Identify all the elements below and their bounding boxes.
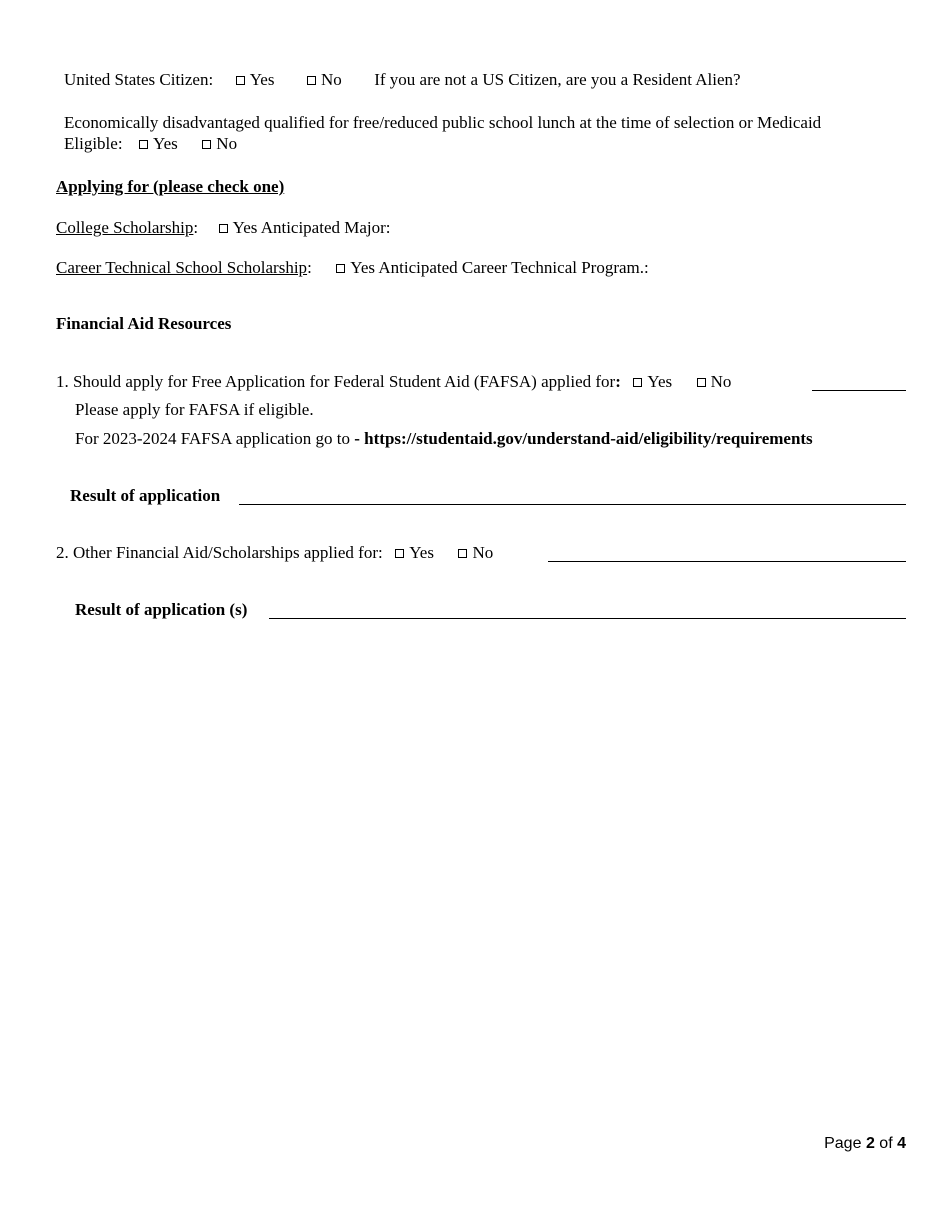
other-aid-row — [56, 543, 493, 563]
econ-no-label: No — [216, 134, 238, 153]
fafsa-note-1: Please apply for FAFSA if eligible. — [75, 400, 314, 419]
econ-line-1: Economically disadvantaged qualified for free/reduced public school lunch at the time of selection or Medicaid — [64, 113, 822, 132]
resident-alien-question: If you are not a US Citizen, are you a Resident Alien? — [374, 70, 741, 89]
page-word: Page — [824, 1135, 862, 1152]
of-word: of — [879, 1135, 893, 1152]
other-aid-line[interactable] — [548, 561, 906, 562]
page-total: 4 — [897, 1135, 906, 1152]
career-option-text: Yes Anticipated Career Technical Program.: — [350, 258, 649, 277]
fafsa-note-2 — [75, 429, 813, 449]
econ-yes-label: Yes — [153, 134, 178, 153]
college-option-text: Yes Anticipated Major: — [232, 218, 391, 237]
page-number — [824, 1135, 906, 1153]
fafsa-yes-label: Yes — [647, 372, 673, 391]
result-1-line[interactable] — [239, 504, 906, 505]
citizen-yes-label: Yes — [249, 70, 275, 89]
citizen-yes-checkbox[interactable] — [236, 76, 245, 85]
other-aid-text: 2. Other Financial Aid/Scholarships applied for: — [56, 543, 383, 562]
career-scholarship-row — [56, 258, 649, 278]
college-scholarship-row — [56, 218, 391, 238]
fafsa-note-prefix: For 2023-2024 FAFSA application go to — [75, 429, 355, 448]
fafsa-no-label: No — [710, 372, 732, 391]
econ-eligible-label: Eligible: — [64, 134, 123, 153]
page-current: 2 — [865, 1135, 875, 1152]
other-aid-no-checkbox[interactable] — [458, 549, 467, 558]
college-colon: : — [193, 218, 199, 237]
fafsa-colon: : — [615, 372, 621, 391]
econ-yes-checkbox[interactable] — [139, 140, 148, 149]
other-aid-yes-checkbox[interactable] — [395, 549, 404, 558]
financial-heading: Financial Aid Resources — [56, 314, 232, 333]
other-aid-yes-label: Yes — [409, 543, 434, 562]
career-scholarship-label: Career Technical School Scholarship — [56, 258, 308, 277]
fafsa-question-row — [56, 372, 731, 392]
result-2-line[interactable] — [269, 618, 906, 619]
fafsa-link[interactable]: - https://studentaid.gov/understand-aid/eligibility/requirements — [354, 429, 813, 448]
econ-no-checkbox[interactable] — [202, 140, 211, 149]
applying-heading: Applying for (please check one) — [56, 177, 285, 196]
career-yes-checkbox[interactable] — [336, 264, 345, 273]
fafsa-yes-checkbox[interactable] — [633, 378, 642, 387]
econ-line-2 — [64, 134, 237, 154]
result-1-label: Result of application — [70, 486, 221, 505]
citizen-no-checkbox[interactable] — [307, 76, 316, 85]
college-yes-checkbox[interactable] — [219, 224, 228, 233]
citizenship-label: United States Citizen: — [64, 70, 214, 89]
result-2-label: Result of application (s) — [75, 600, 248, 619]
citizenship-row — [64, 70, 741, 90]
fafsa-no-checkbox[interactable] — [697, 378, 706, 387]
fafsa-answer-line[interactable] — [812, 390, 906, 391]
fafsa-question-text: 1. Should apply for Free Application for Federal Student Aid (FAFSA) applied for — [56, 372, 616, 391]
career-colon: : — [307, 258, 312, 277]
citizen-no-label: No — [320, 70, 342, 89]
college-scholarship-label: College Scholarship — [56, 218, 194, 237]
other-aid-no-label: No — [472, 543, 494, 562]
